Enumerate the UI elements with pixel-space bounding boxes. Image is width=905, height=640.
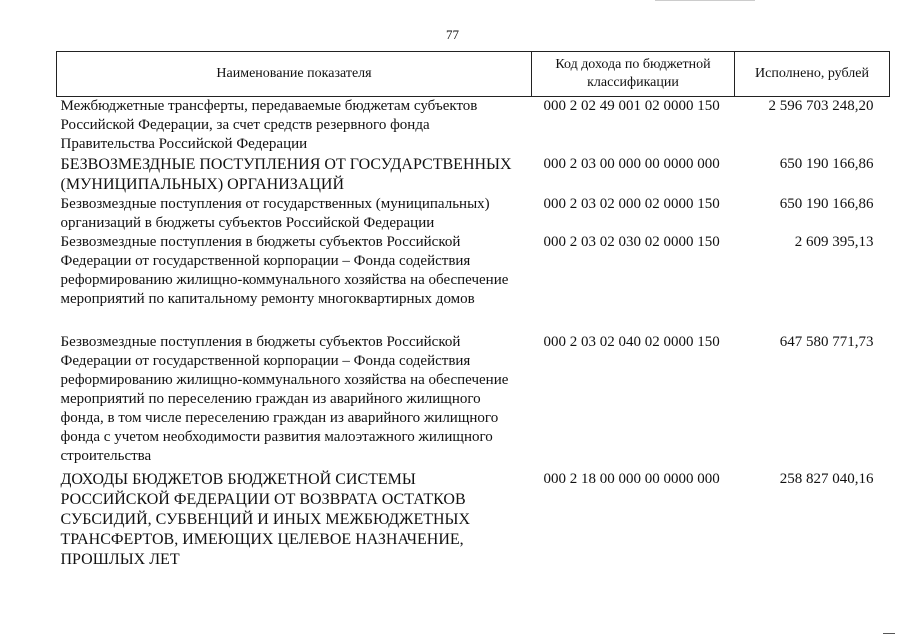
row-code: 000 2 02 49 001 02 0000 150	[543, 98, 720, 114]
row-code: 000 2 03 02 030 02 0000 150	[543, 234, 720, 250]
row-amount: 650 190 166,86	[779, 196, 874, 212]
row-name: Безвозмездные поступления в бюджеты субъектов Российской Федерации от государственной корпорации – Фонда содействия реформированию жилищно-коммунального хозяйства на обеспечение мероприятий по капитальному ремонту многоквартирных домов	[60, 234, 509, 307]
row-name: Безвозмездные поступления от государственных (муниципальных) организаций в бюджеты субъектов Российской Федерации	[60, 196, 490, 231]
row-name: БЕЗВОЗМЕЗДНЫЕ ПОСТУПЛЕНИЯ ОТ ГОСУДАРСТВЕННЫХ (МУНИЦИПАЛЬНЫХ) ОРГАНИЗАЦИЙ	[60, 156, 512, 193]
row-amount: 650 190 166,86	[779, 156, 874, 172]
table-row	[57, 97, 890, 156]
table-row	[57, 470, 890, 570]
table-row	[57, 195, 890, 233]
scan-mark-top	[655, 0, 755, 1]
row-amount: 2 596 703 248,20	[768, 98, 874, 114]
revenue-table	[56, 51, 890, 570]
revenue-table-container	[56, 51, 889, 570]
header-row	[57, 52, 890, 97]
table-header	[57, 52, 890, 97]
table-row	[57, 333, 890, 470]
header-name: Наименование показателя	[57, 52, 532, 97]
row-amount: 258 827 040,16	[779, 471, 874, 487]
scan-mark-corner	[883, 633, 895, 634]
header-code: Код дохода по бюджетной классификации	[532, 52, 735, 97]
table-row	[57, 233, 890, 333]
row-code: 000 2 18 00 000 00 0000 000	[543, 471, 720, 487]
header-amount: Исполнено, рублей	[735, 52, 890, 97]
table-row	[57, 155, 890, 195]
row-amount: 647 580 771,73	[779, 334, 874, 350]
row-name: ДОХОДЫ БЮДЖЕТОВ БЮДЖЕТНОЙ СИСТЕМЫ РОССИЙСКОЙ ФЕДЕРАЦИИ ОТ ВОЗВРАТА ОСТАТКОВ СУБСИДИЙ, СУБВЕНЦИЙ И ИНЫХ МЕЖБЮДЖЕТНЫХ ТРАНСФЕРТОВ, ИМЕЮЩИХ ЦЕЛЕВОЕ НАЗНАЧЕНИЕ, ПРОШЛЫХ ЛЕТ	[60, 471, 471, 568]
row-name: Безвозмездные поступления в бюджеты субъектов Российской Федерации от государственной корпорации – Фонда содействия реформированию жилищно-коммунального хозяйства на обеспечение мероприятий по переселению граждан из аварийного жилищного фонда, в том числе переселению граждан из аварийного жилищного фонда с учетом необходимости развития малоэтажного жилищного строительства	[60, 334, 509, 464]
row-code: 000 2 03 00 000 00 0000 000	[543, 156, 720, 172]
row-code: 000 2 03 02 040 02 0000 150	[543, 334, 720, 350]
page-number: 77	[446, 27, 459, 42]
row-code: 000 2 03 02 000 02 0000 150	[543, 196, 720, 212]
row-amount: 2 609 395,13	[794, 234, 874, 250]
table-body	[57, 97, 890, 571]
row-name: Межбюджетные трансферты, передаваемые бюджетам субъектов Российской Федерации, за счет средств резервного фонда Правительства Российской Федерации	[60, 98, 478, 152]
